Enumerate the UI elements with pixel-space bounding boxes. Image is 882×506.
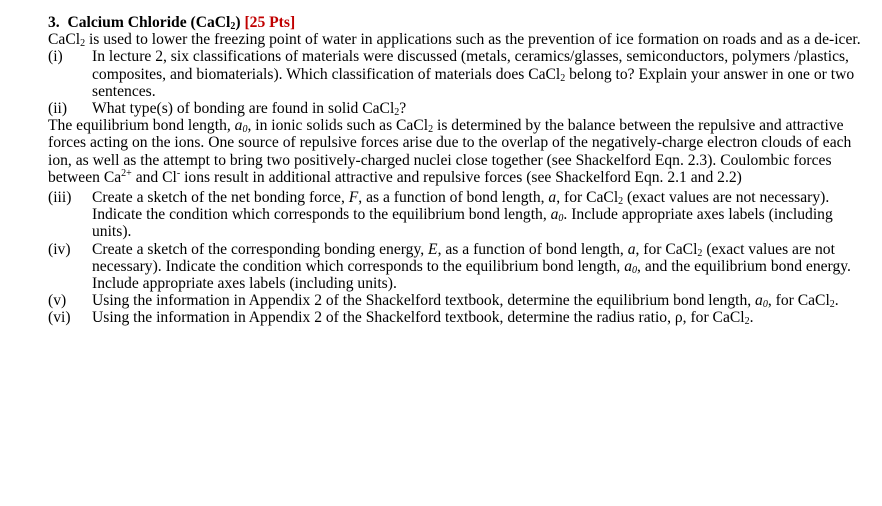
question-iv <box>48 241 862 293</box>
question-text: In lecture 2, six classifications of materials were discussed (metals, ceramics/glasses, semiconductors, polymers /plastics, composites, and biomaterials). Which classification of materials does CaCl$_2$ belong to? Explain your answer in one or two sentences. <box>92 48 855 100</box>
question-text: Create a sketch of the net bonding force, F, as a function of bond length, a, for CaCl$_2$ (exact values are not necessary). Indicate the condition which corresponds to the equilibrium bond length, $a_0$. Include appropriate axes labels (including units). <box>92 189 833 241</box>
question-text: Using the information in Appendix 2 of the Shackelford textbook, determine the radius ratio, ρ, for CaCl$_2$. <box>92 309 754 328</box>
question-number: (ii) <box>48 100 68 118</box>
question-number: (vi) <box>48 309 71 327</box>
problem-title-text: Calcium Chloride (CaCl$_2$) <box>67 14 241 32</box>
question-number: (iii) <box>48 189 72 207</box>
question-iii <box>48 189 862 241</box>
question-v <box>48 292 862 309</box>
question-i <box>48 48 862 100</box>
question-number: (i) <box>48 48 63 66</box>
problem-title <box>48 14 862 31</box>
question-number: (iv) <box>48 240 71 258</box>
intro-paragraph: CaCl$_2$ is used to lower the freezing point of water in applications such as the prevention of ice formation on roads and as a de-icer. <box>48 31 861 50</box>
question-text: Create a sketch of the corresponding bonding energy, E, as a function of bond length, a, for CaCl$_2$ (exact values are not necessary). Indicate the condition which corresponds to the equilibrium bond length, $a_0$, and the equilibrium bond energy. Include appropriate axes labels (including units). <box>92 240 851 293</box>
question-vi <box>48 309 862 326</box>
question-number: (v) <box>48 292 67 310</box>
problem-points: [25 Pts] <box>244 14 296 31</box>
problem-number: 3. <box>48 14 60 31</box>
question-text: What type(s) of bonding are found in solid CaCl$_2$? <box>92 100 407 119</box>
question-ii <box>48 100 862 117</box>
question-text: Using the information in Appendix 2 of the Shackelford textbook, determine the equilibrium bond length, $a_0$, for CaCl$_2$. <box>92 292 839 311</box>
bonding-paragraph: The equilibrium bond length, $a_0$, in ionic solids such as CaCl$_2$ is determined by the balance between the repulsive and attractive forces acting on the ions. One source of repulsive forces arise due to the overlap of the negatively-charge electron clouds of each ion, as well as the attempt to bring two positively-charged nuclei close together (see Shackelford Eqn. 2.3). Coulombic forces between $Ca^{2+}$ and Cl- ions result in additional attractive and repulsive forces (see Shackelford Eqn. 2.1 and 2.2) <box>48 117 852 186</box>
